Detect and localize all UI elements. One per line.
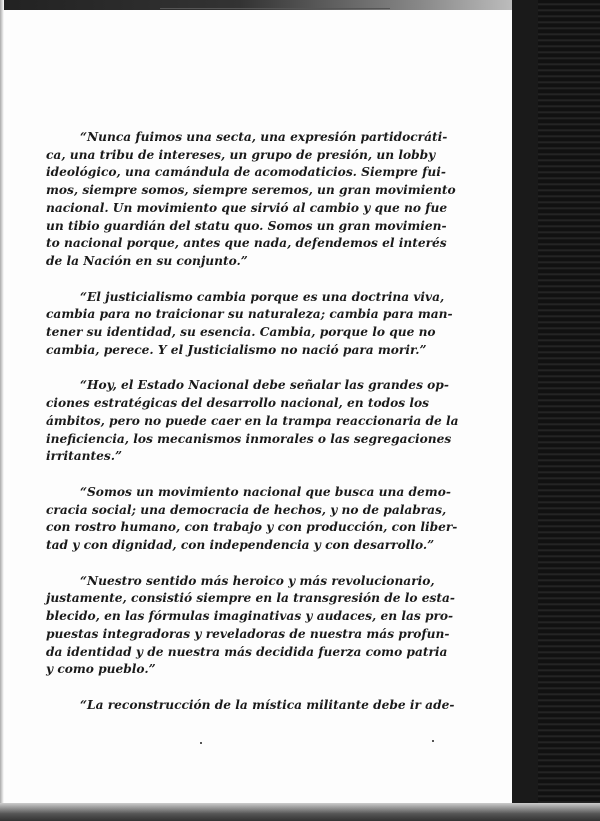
scan-right-edge-texture <box>538 0 600 821</box>
text-line: de la Nación en su conjunto.” <box>46 253 248 268</box>
text-line: cambia, perece. Y el Justicialismo no nació para morir.” <box>46 342 427 357</box>
scan-bottom-shadow <box>0 803 600 821</box>
text-line: mos, siempre somos, siempre seremos, un gran movimiento <box>46 183 456 198</box>
text-line: ca, una tribu de intereses, un grupo de presión, un lobby <box>46 147 436 162</box>
text-line: da identidad y de nuestra más decidida fuerza como patria <box>46 644 448 659</box>
paragraph-2 <box>46 289 453 360</box>
scan-top-rule <box>160 8 390 9</box>
text-line: “Hoy, el Estado Nacional debe señalar las grandes op- <box>80 378 449 393</box>
text-line: ineficiencia, los mecanismos inmorales o las segregaciones <box>46 431 452 446</box>
text-line: “El justicialismo cambia porque es una doctrina viva, <box>80 289 445 304</box>
scan-speck <box>200 742 202 744</box>
text-line: nacional. Un movimiento que sirvió al cambio y que no fue <box>46 200 448 215</box>
text-line: un tibio guardián del statu quo. Somos un gran movimien- <box>46 218 447 233</box>
paragraph-6 <box>46 697 455 715</box>
scan-left-edge <box>0 0 4 821</box>
paragraph-5 <box>46 573 455 679</box>
scan-right-edge <box>512 0 600 821</box>
paragraph-3 <box>46 377 459 466</box>
text-line: y como pueblo.” <box>46 662 156 677</box>
text-line: tad y con dignidad, con independencia y con desarrollo.” <box>46 538 435 553</box>
text-line: cambia para no traicionar su naturaleza; cambia para man- <box>46 307 453 322</box>
text-line: con rostro humano, con trabajo y con producción, con liber- <box>46 520 458 535</box>
paragraph-4 <box>46 484 458 555</box>
paragraph-1 <box>46 129 456 271</box>
text-line: puestas integradoras y reveladoras de nuestra más profun- <box>46 626 450 641</box>
text-line: to nacional porque, antes que nada, defendemos el interés <box>46 236 447 251</box>
text-line: “Nuestro sentido más heroico y más revolucionario, <box>80 573 435 588</box>
text-line: ideológico, una camándula de acomodaticios. Siempre fui- <box>46 165 446 180</box>
scan-speck <box>432 740 434 742</box>
text-line: cracia social; una democracia de hechos, y no de palabras, <box>46 502 447 517</box>
text-line: justamente, consistió siempre en la transgresión de lo esta- <box>46 591 455 606</box>
body-text <box>46 129 459 733</box>
text-line: ciones estratégicas del desarrollo nacional, en todos los <box>46 396 430 411</box>
text-line: “La reconstrucción de la mística militante debe ir ade- <box>80 697 455 712</box>
text-line: tener su identidad, su esencia. Cambia, porque lo que no <box>46 325 436 340</box>
text-line: “Somos un movimiento nacional que busca una demo- <box>80 484 451 499</box>
text-line: “Nunca fuimos una secta, una expresión partidocráti- <box>80 130 448 144</box>
text-line: irritantes.” <box>46 449 122 464</box>
text-line: blecido, en las fórmulas imaginativas y audaces, en las pro- <box>46 609 454 624</box>
text-line: ámbitos, pero no puede caer en la trampa reaccionaria de la <box>46 413 459 428</box>
